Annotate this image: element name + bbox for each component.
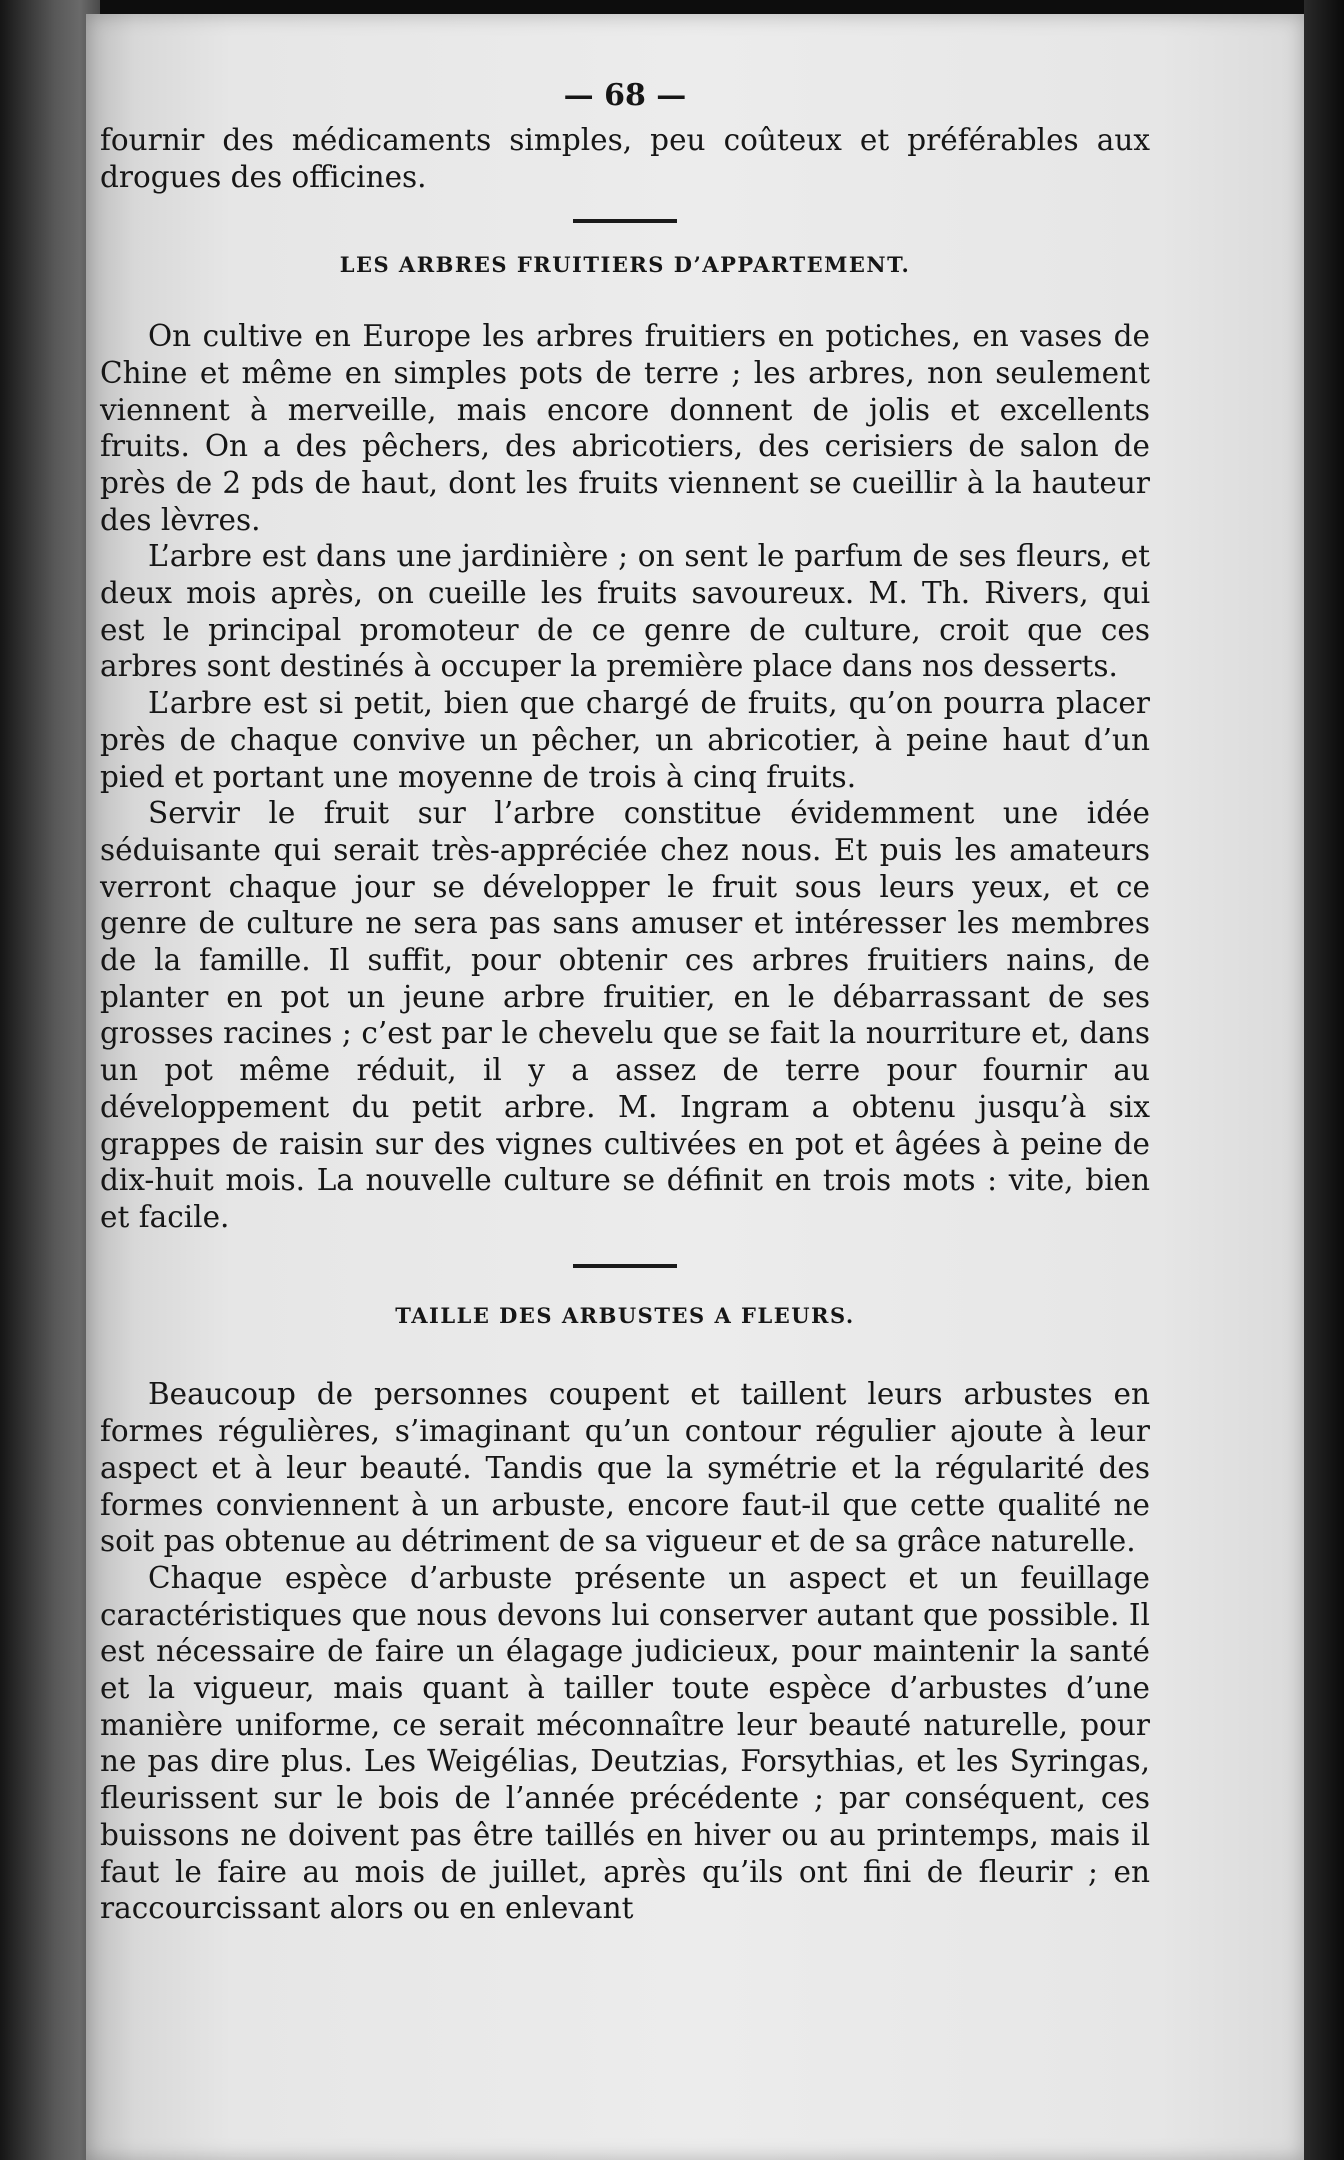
section-title: LES ARBRES FRUITIERS D’APPARTEMENT. [339,252,911,278]
section-title: TAILLE DES ARBUSTES A FLEURS. [395,1302,855,1328]
intro-paragraph: fournir des médicaments simples, peu coûteux et préférables aux drogues des officines. [100,123,1150,194]
paragraph: L’arbre est si petit, bien que chargé de fruits, qu’on pourra placer près de chaque convive un pêcher, un abricotier, à peine haut d’un pied et portant une moyenne de trois à cinq fruits. [100,686,1150,794]
page-number: — 68 — [563,78,687,113]
page-edge-shadow [1304,0,1344,2160]
paragraph: Beaucoup de personnes coupent et taillent leurs arbustes en formes régulières, s’imaginant qu’un contour régulier ajoute à leur aspect et à leur beauté. Tandis que la symétrie et la régularité des formes conviennent à un arbuste, encore faut-il que cette qualité ne soit pas obtenue au détriment de sa vigueur et de sa grâce naturelle. [100,1377,1150,1559]
paragraph: On cultive en Europe les arbres fruitiers en potiches, en vases de Chine et même en simples pots de terre ; les arbres, non seulement viennent à merveille, mais encore donnent de jolis et excellents fruits. On a des pêchers, des abricotiers, des cerisiers de salon de près de 2 pds de haut, dont les fruits viennent se cueillir à la hauteur des lèvres. [100,319,1150,537]
paragraph: Chaque espèce d’arbuste présente un aspect et un feuillage caractéristiques que nous devons lui conserver autant que possible. Il est nécessaire de faire un élagage judicieux, pour maintenir la santé et la vigueur, mais quant à tailler toute espèce d’arbustes d’une manière uniforme, ce serait méconnaître leur beauté naturelle, pour ne pas dire plus. Les Weigélias, Deutzias, Forsythias, et les Syringas, fleurissent sur le bois de l’année précédente ; par conséquent, ces buissons ne doivent pas être taillés en hiver ou au printemps, mais il faut le faire au mois de juillet, après qu’ils ont fini de fleurir ; en raccourcissant alors ou en enlevant [100,1560,1150,1926]
section-divider [573,1264,677,1268]
page-text [100,78,1150,1927]
paragraph: Servir le fruit sur l’arbre constitue évidemment une idée séduisante qui serait très-appréciée chez nous. Et puis les amateurs verront chaque jour se développer le fruit sous leurs yeux, et ce genre de culture ne sera pas sans amuser et intéresser les membres de la famille. Il suffit, pour obtenir ces arbres fruitiers nains, de planter en pot un jeune arbre fruitier, en le débarrassant de ses grosses racines ; c’est par le chevelu que se fait la nourriture et, dans un pot même réduit, il y a assez de terre pour fournir au développement du petit arbre. M. Ingram a obtenu jusqu’à six grappes de raisin sur des vignes cultivées en pot et âgées à peine de dix-huit mois. La nouvelle culture se définit en trois mots : vite, bien et facile. [100,796,1150,1234]
book-spine [0,0,100,2160]
paragraph: L’arbre est dans une jardinière ; on sent le parfum de ses fleurs, et deux mois après, on cueille les fruits savoureux. M. Th. Rivers, qui est le principal promoteur de ce genre de culture, croit que ces arbres sont destinés à occuper la première place dans nos desserts. [100,539,1150,684]
section-divider [573,219,677,223]
